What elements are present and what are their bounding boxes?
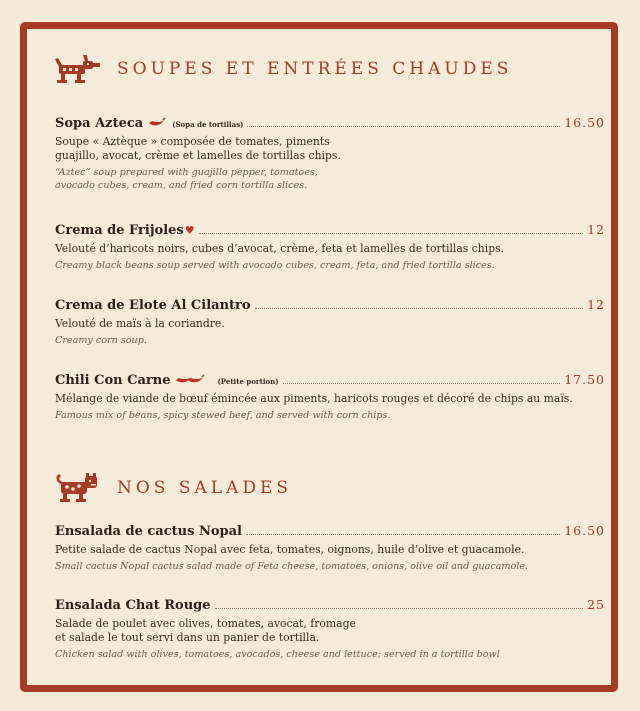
leader-dots [246,534,560,535]
item-note: (Sopa de tortillas) [172,120,244,129]
chili-pepper-icon [148,117,166,127]
item-description-fr [55,135,605,163]
jaguar-icon [55,472,103,504]
menu-item [55,222,605,272]
lizard-icon [55,53,103,85]
desc-line: Salade de poulet avec olives, tomates, avocat, fromage [55,617,356,630]
item-price: 25 [587,597,605,612]
item-description-en: Chicken salad with olives, tomatoes, avocados, cheese and lettuce; served in a tortilla bowl [55,649,500,660]
item-description-en: Creamy corn soup. [55,335,147,346]
item-description-fr: Petite salade de cactus Nopal avec feta, tomates, oignons, huile d’olive et guacamole. [55,543,525,556]
item-price: 12 [587,222,605,237]
item-description-fr [55,617,605,645]
item-description-fr: Velouté de maïs à la coriandre. [55,317,225,330]
leader-dots [247,126,560,127]
section-title: NOS SALADES [117,478,293,498]
item-name: Crema de Elote Al Cilantro [55,298,251,313]
menu-frame [20,22,618,692]
item-description-en: Small cactus Nopal cactus salad made of Feta cheese, tomatoes, onions, olive oil and guacamole. [55,561,529,572]
item-price: 16.50 [564,523,605,538]
item-price: 12 [587,297,605,312]
item-name: Ensalada de cactus Nopal [55,524,242,539]
menu-item [55,523,605,573]
leader-dots [199,233,583,234]
desc-line: guajillo, avocat, crème et lamelles de tortillas chips. [55,149,341,162]
menu-item [55,297,605,347]
desc-line: et salade le tout servi dans un panier de tortilla. [55,631,320,644]
menu-item [55,115,605,192]
item-name: Chili Con Carne [55,373,171,388]
item-description-en: Creamy black beans soup served with avocado cubes, cream, feta, and fried tortilla slices. [55,260,495,271]
item-price: 16.50 [564,115,605,130]
leader-dots [215,608,584,609]
desc-line: avocado cubes, cream, and fried corn tortilla slices. [55,180,308,191]
item-name: Sopa Azteca [55,116,144,131]
menu-item [55,597,605,661]
section-title: SOUPES ET ENTRÉES CHAUDES [117,59,513,79]
menu-item [55,372,605,422]
item-note: (Petite portion) [217,377,279,386]
item-description-en: Famous mix of beans, spicy stewed beef, and served with corn chips. [55,410,391,421]
section-header-soupes [55,53,512,85]
heart-icon: ♥ [184,224,195,237]
section-header-salades [55,472,292,504]
item-price: 17.50 [564,372,605,387]
chili-pepper-icon [175,374,205,384]
item-description-fr: Velouté d’haricots noirs, cubes d’avocat, crème, feta et lamelles de tortillas chips. [55,242,505,255]
item-description-fr: Mélange de viande de bœuf émincée aux piments, haricots rouges et décoré de chips au maïs. [55,392,573,405]
leader-dots [283,383,561,384]
item-name: Crema de Frijoles [55,223,184,238]
desc-line: “Aztec” soup prepared with guajillo pepper, tomatoes, [55,167,318,178]
item-description-en [55,166,605,192]
desc-line: Soupe « Aztèque » composée de tomates, piments [55,135,330,148]
leader-dots [255,308,584,309]
item-name: Ensalada Chat Rouge [55,598,211,613]
